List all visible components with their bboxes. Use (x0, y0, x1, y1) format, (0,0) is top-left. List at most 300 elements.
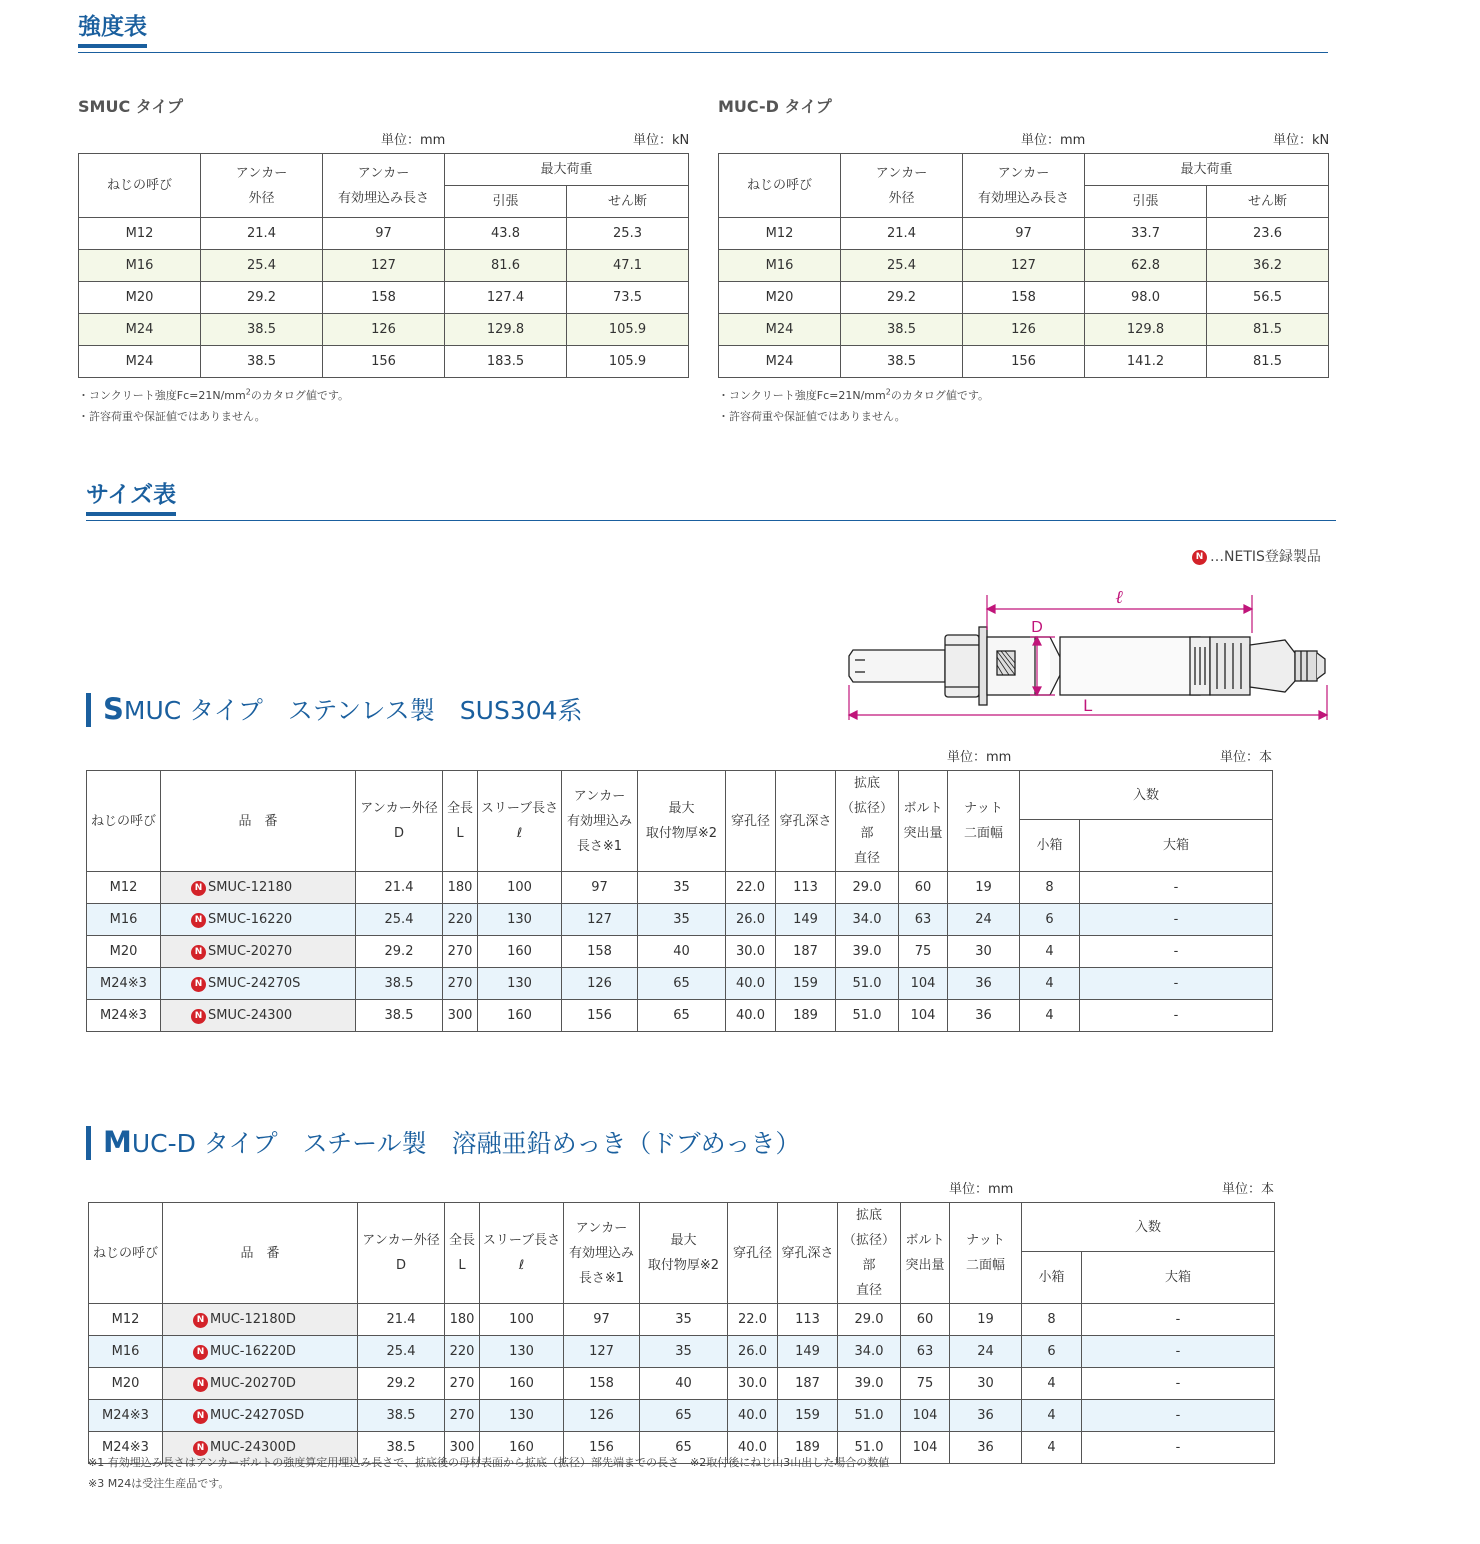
part-number-text: SMUC-16220 (208, 911, 293, 927)
header-expansion-diameter: 拡底 （拡径）部 直径 (836, 771, 899, 872)
table-row (79, 346, 689, 378)
cell-shear: 81.5 (1207, 346, 1329, 378)
cell-shear: 56.5 (1207, 282, 1329, 314)
cell-part-number (163, 1304, 358, 1336)
cell-part-number (161, 872, 356, 904)
cell-expansion-diameter: 51.0 (838, 1400, 901, 1432)
part-number-text: SMUC-12180 (208, 879, 293, 895)
diameter-label: D (1031, 619, 1043, 636)
header-part-number: 品 番 (163, 1203, 358, 1304)
smuc-strength-unit-mm: 単位：mm (381, 133, 446, 148)
cell-hole-depth: 113 (776, 872, 836, 904)
cell-thread: M16 (87, 904, 161, 936)
cell-tension: 33.7 (1085, 218, 1207, 250)
cell-embed-length: 158 (564, 1368, 640, 1400)
header-embed-length: アンカー 有効埋込み長さ (963, 154, 1085, 218)
cell-nut-width: 19 (950, 1304, 1022, 1336)
cell-expansion-diameter: 51.0 (836, 968, 899, 1000)
header-max-load: 最大荷重 (445, 154, 689, 186)
cell-sleeve-length: 130 (480, 1336, 564, 1368)
netis-badge-icon: N (193, 1345, 208, 1360)
header-hole-diameter: 穿孔径 (728, 1203, 778, 1304)
cell-shear: 73.5 (567, 282, 689, 314)
cell-embed-length: 126 (323, 314, 445, 346)
cell-thread: M12 (87, 872, 161, 904)
smuc-size-table (86, 770, 1273, 1032)
header-hole-depth: 穿孔深さ (778, 1203, 838, 1304)
cell-total-length: 300 (443, 1000, 478, 1032)
table-row (87, 968, 1273, 1000)
cell-sleeve-length: 160 (480, 1432, 564, 1464)
header-thread: ねじの呼び (89, 1203, 163, 1304)
cell-sleeve-length: 130 (480, 1400, 564, 1432)
cell-sleeve-length: 100 (478, 872, 562, 904)
cell-embed-length: 127 (963, 250, 1085, 282)
cell-anchor-diameter: 25.4 (356, 904, 443, 936)
cell-hole-diameter: 26.0 (728, 1336, 778, 1368)
header-part-number: 品 番 (161, 771, 356, 872)
cell-expansion-diameter: 29.0 (836, 872, 899, 904)
cell-thread: M20 (79, 282, 201, 314)
cell-embed-length: 156 (562, 1000, 638, 1032)
cell-bolt-protrusion: 60 (899, 872, 948, 904)
cell-small-box: 4 (1022, 1368, 1082, 1400)
smuc-size-title: SMUC タイプ ステンレス製 SUS304系 (86, 693, 583, 727)
cell-expansion-diameter: 51.0 (836, 1000, 899, 1032)
header-tension: 引張 (445, 186, 567, 218)
cell-hole-depth: 149 (778, 1336, 838, 1368)
cell-hole-depth: 149 (776, 904, 836, 936)
cell-thread: M16 (79, 250, 201, 282)
netis-badge-icon: N (193, 1409, 208, 1424)
cell-anchor-diameter: 38.5 (358, 1432, 445, 1464)
header-anchor-diameter: アンカー外径 D (358, 1203, 445, 1304)
cell-expansion-diameter: 39.0 (836, 936, 899, 968)
smuc-size-unit-pcs: 単位：本 (1220, 750, 1273, 765)
cell-embed-length: 126 (564, 1400, 640, 1432)
cell-sleeve-length: 160 (478, 1000, 562, 1032)
cell-large-box: - (1080, 872, 1273, 904)
netis-badge-icon: N (193, 1377, 208, 1392)
cell-nut-width: 30 (948, 936, 1020, 968)
mucd-strength-note-1: ・コンクリート強度$Fc=21N/mm^2$のカタログ値です。 (718, 387, 989, 402)
cell-shear: 23.6 (1207, 218, 1329, 250)
cell-hole-depth: 113 (778, 1304, 838, 1336)
netis-badge-icon: N (191, 945, 206, 960)
cell-sleeve-length: 130 (478, 904, 562, 936)
header-total-length: 全長 L (443, 771, 478, 872)
cell-bolt-protrusion: 104 (901, 1432, 950, 1464)
table-row (89, 1368, 1275, 1400)
table-row (719, 282, 1329, 314)
header-max-load: 最大荷重 (1085, 154, 1329, 186)
cell-hole-diameter: 22.0 (728, 1304, 778, 1336)
cell-large-box: - (1080, 904, 1273, 936)
cell-thread: M24 (719, 314, 841, 346)
cell-nut-width: 30 (950, 1368, 1022, 1400)
header-total-length: 全長 L (445, 1203, 480, 1304)
smuc-strength-note-1: ・コンクリート強度$Fc=21N/mm^2$のカタログ値です。 (78, 387, 349, 402)
cell-small-box: 4 (1020, 936, 1080, 968)
cell-sleeve-length: 100 (480, 1304, 564, 1336)
cell-max-thickness: 35 (640, 1336, 728, 1368)
cell-hole-diameter: 22.0 (726, 872, 776, 904)
cell-embed-length: 97 (963, 218, 1085, 250)
cell-small-box: 6 (1022, 1336, 1082, 1368)
mucd-size-unit-mm: 単位：mm (949, 1182, 1014, 1197)
table-row (79, 314, 689, 346)
size-section-rule (86, 520, 1336, 521)
cell-expansion-diameter: 34.0 (838, 1336, 901, 1368)
cell-total-length: 270 (443, 936, 478, 968)
cell-max-thickness: 35 (640, 1304, 728, 1336)
mucd-strength-title: MUC-D タイプ (718, 97, 832, 116)
cell-embed-length: 156 (323, 346, 445, 378)
cell-anchor-diameter: 25.4 (841, 250, 963, 282)
cell-thread: M24 (719, 346, 841, 378)
cell-hole-diameter: 40.0 (728, 1400, 778, 1432)
netis-badge-icon: N (193, 1441, 208, 1456)
table-row (89, 1304, 1275, 1336)
cell-large-box: - (1082, 1368, 1275, 1400)
header-quantity: 入数 (1020, 771, 1273, 820)
cell-thread: M20 (87, 936, 161, 968)
cell-tension: 129.8 (1085, 314, 1207, 346)
cell-thread: M16 (719, 250, 841, 282)
mucd-size-unit-pcs: 単位：本 (1222, 1182, 1275, 1197)
strength-section-title: 強度表 (78, 14, 147, 48)
header-thread: ねじの呼び (719, 154, 841, 218)
cell-hole-depth: 187 (778, 1368, 838, 1400)
cell-small-box: 4 (1020, 1000, 1080, 1032)
cell-thread: M24※3 (87, 1000, 161, 1032)
header-embed-length: アンカー 有効埋込み 長さ※1 (562, 771, 638, 872)
cell-total-length: 220 (443, 904, 478, 936)
part-number-text: SMUC-24270S (208, 975, 301, 991)
cell-max-thickness: 35 (638, 872, 726, 904)
cell-hole-diameter: 30.0 (726, 936, 776, 968)
cell-expansion-diameter: 34.0 (836, 904, 899, 936)
cell-expansion-diameter: 39.0 (838, 1368, 901, 1400)
cell-part-number (161, 904, 356, 936)
cell-sleeve-length: 160 (480, 1368, 564, 1400)
header-thread: ねじの呼び (87, 771, 161, 872)
cell-large-box: - (1082, 1336, 1275, 1368)
cell-large-box: - (1082, 1432, 1275, 1464)
cell-total-length: 180 (445, 1304, 480, 1336)
cell-small-box: 8 (1022, 1304, 1082, 1336)
cell-large-box: - (1082, 1304, 1275, 1336)
part-number-text: MUC-20270D (210, 1375, 296, 1391)
header-shear: せん断 (567, 186, 689, 218)
cell-anchor-diameter: 38.5 (841, 346, 963, 378)
size-section-title: サイズ表 (86, 482, 176, 516)
size-footnote-1: ※1 有効埋込み長さはアンカーボルトの強度算定用埋込み長さで、拡底後の母材表面から拡底（拡径）部先端までの長さ ※2取付後にねじ山3山出した場合の数値 (88, 1456, 890, 1469)
cell-part-number (163, 1336, 358, 1368)
table-row (719, 346, 1329, 378)
cell-total-length: 270 (445, 1368, 480, 1400)
cell-nut-width: 36 (948, 968, 1020, 1000)
cell-tension: 81.6 (445, 250, 567, 282)
cell-tension: 127.4 (445, 282, 567, 314)
cell-embed-length: 158 (323, 282, 445, 314)
cell-large-box: - (1082, 1400, 1275, 1432)
cell-tension: 141.2 (1085, 346, 1207, 378)
table-row (79, 282, 689, 314)
cell-large-box: - (1080, 968, 1273, 1000)
header-max-thickness: 最大 取付物厚※2 (640, 1203, 728, 1304)
cell-max-thickness: 35 (638, 904, 726, 936)
table-row (79, 250, 689, 282)
header-embed-length: アンカー 有効埋込み長さ (323, 154, 445, 218)
cell-hole-diameter: 40.0 (726, 1000, 776, 1032)
header-bolt-protrusion: ボルト 突出量 (901, 1203, 950, 1304)
cell-expansion-diameter: 29.0 (838, 1304, 901, 1336)
header-hole-diameter: 穿孔径 (726, 771, 776, 872)
cell-nut-width: 36 (948, 1000, 1020, 1032)
cell-anchor-diameter: 29.2 (841, 282, 963, 314)
netis-badge-icon: N (191, 913, 206, 928)
netis-badge-icon: N (1192, 550, 1207, 565)
cell-tension: 129.8 (445, 314, 567, 346)
cell-thread: M12 (719, 218, 841, 250)
cell-part-number (163, 1400, 358, 1432)
cell-hole-depth: 159 (776, 968, 836, 1000)
cell-max-thickness: 65 (638, 1000, 726, 1032)
table-row (87, 904, 1273, 936)
header-embed-length: アンカー 有効埋込み 長さ※1 (564, 1203, 640, 1304)
header-anchor-diameter: アンカー外径 D (356, 771, 443, 872)
cell-anchor-diameter: 21.4 (358, 1304, 445, 1336)
cell-max-thickness: 65 (640, 1400, 728, 1432)
header-anchor-diameter: アンカー 外径 (841, 154, 963, 218)
cell-max-thickness: 40 (640, 1368, 728, 1400)
cell-anchor-diameter: 25.4 (358, 1336, 445, 1368)
cell-small-box: 6 (1020, 904, 1080, 936)
cell-part-number (161, 968, 356, 1000)
netis-badge-icon: N (193, 1313, 208, 1328)
cell-bolt-protrusion: 75 (901, 1368, 950, 1400)
header-shear: せん断 (1207, 186, 1329, 218)
part-number-text: MUC-16220D (210, 1343, 296, 1359)
cell-large-box: - (1080, 1000, 1273, 1032)
header-tension: 引張 (1085, 186, 1207, 218)
cell-expansion-diameter: 51.0 (838, 1432, 901, 1464)
cell-hole-depth: 189 (778, 1432, 838, 1464)
header-nut-width: ナット 二面幅 (948, 771, 1020, 872)
cell-bolt-protrusion: 75 (899, 936, 948, 968)
header-max-thickness: 最大 取付物厚※2 (638, 771, 726, 872)
table-row (719, 218, 1329, 250)
part-number-text: MUC-24300D (210, 1439, 296, 1455)
header-quantity: 入数 (1022, 1203, 1275, 1252)
header-large-box: 大箱 (1082, 1252, 1275, 1304)
header-bolt-protrusion: ボルト 突出量 (899, 771, 948, 872)
cell-anchor-diameter: 38.5 (201, 314, 323, 346)
cell-bolt-protrusion: 63 (901, 1336, 950, 1368)
size-footnote-2: ※3 M24は受注生産品です。 (88, 1477, 230, 1490)
cell-bolt-protrusion: 104 (899, 1000, 948, 1032)
cell-shear: 81.5 (1207, 314, 1329, 346)
cell-part-number (161, 936, 356, 968)
cell-hole-diameter: 40.0 (728, 1432, 778, 1464)
cell-sleeve-length: 160 (478, 936, 562, 968)
cell-hole-diameter: 30.0 (728, 1368, 778, 1400)
cell-hole-depth: 187 (776, 936, 836, 968)
cell-nut-width: 36 (950, 1432, 1022, 1464)
cell-embed-length: 158 (562, 936, 638, 968)
cell-anchor-diameter: 29.2 (358, 1368, 445, 1400)
cell-thread: M20 (89, 1368, 163, 1400)
cell-thread: M24 (79, 346, 201, 378)
cell-part-number (163, 1368, 358, 1400)
header-hole-depth: 穿孔深さ (776, 771, 836, 872)
cell-nut-width: 24 (948, 904, 1020, 936)
cell-thread: M20 (719, 282, 841, 314)
header-thread: ねじの呼び (79, 154, 201, 218)
total-length-label: L (1083, 696, 1093, 715)
cell-anchor-diameter: 21.4 (201, 218, 323, 250)
table-row (719, 314, 1329, 346)
header-small-box: 小箱 (1020, 820, 1080, 872)
cell-anchor-diameter: 25.4 (201, 250, 323, 282)
table-row (87, 872, 1273, 904)
cell-small-box: 8 (1020, 872, 1080, 904)
cell-nut-width: 19 (948, 872, 1020, 904)
cell-max-thickness: 65 (638, 968, 726, 1000)
table-row (719, 250, 1329, 282)
anchor-bolt-diagram (845, 585, 1335, 725)
cell-anchor-diameter: 21.4 (841, 218, 963, 250)
cell-total-length: 270 (443, 968, 478, 1000)
sleeve-length-label: ℓ (1115, 587, 1123, 608)
cell-embed-length: 156 (963, 346, 1085, 378)
cell-shear: 25.3 (567, 218, 689, 250)
cell-embed-length: 97 (564, 1304, 640, 1336)
cell-tension: 183.5 (445, 346, 567, 378)
header-expansion-diameter: 拡底 （拡径）部 直径 (838, 1203, 901, 1304)
cell-hole-depth: 189 (776, 1000, 836, 1032)
cell-embed-length: 126 (963, 314, 1085, 346)
cell-shear: 105.9 (567, 314, 689, 346)
cell-max-thickness: 65 (640, 1432, 728, 1464)
cell-anchor-diameter: 38.5 (358, 1400, 445, 1432)
cell-small-box: 4 (1022, 1400, 1082, 1432)
mucd-size-table (88, 1202, 1275, 1464)
cell-thread: M24※3 (87, 968, 161, 1000)
cell-bolt-protrusion: 60 (901, 1304, 950, 1336)
cell-nut-width: 24 (950, 1336, 1022, 1368)
table-row (87, 936, 1273, 968)
mucd-strength-unit-mm: 単位：mm (1021, 133, 1086, 148)
cell-embed-length: 156 (564, 1432, 640, 1464)
cell-tension: 98.0 (1085, 282, 1207, 314)
mucd-strength-note-2: ・許容荷重や保証値ではありません。 (718, 410, 906, 423)
cell-shear: 47.1 (567, 250, 689, 282)
cell-bolt-protrusion: 104 (901, 1400, 950, 1432)
cell-thread: M24※3 (89, 1432, 163, 1464)
cell-large-box: - (1080, 936, 1273, 968)
header-sleeve-length: スリーブ長さ ℓ (478, 771, 562, 872)
netis-badge-icon: N (191, 977, 206, 992)
cell-anchor-diameter: 38.5 (841, 314, 963, 346)
table-row (89, 1400, 1275, 1432)
netis-legend: N …NETIS登録製品 (1192, 546, 1321, 566)
table-row (87, 1000, 1273, 1032)
cell-total-length: 270 (445, 1400, 480, 1432)
netis-badge-icon: N (191, 881, 206, 896)
cell-bolt-protrusion: 63 (899, 904, 948, 936)
cell-thread: M24※3 (89, 1400, 163, 1432)
cell-embed-length: 127 (323, 250, 445, 282)
cell-sleeve-length: 130 (478, 968, 562, 1000)
cell-anchor-diameter: 21.4 (356, 872, 443, 904)
cell-total-length: 180 (443, 872, 478, 904)
cell-shear: 36.2 (1207, 250, 1329, 282)
part-number-text: SMUC-20270 (208, 943, 293, 959)
cell-anchor-diameter: 38.5 (201, 346, 323, 378)
cell-hole-diameter: 26.0 (726, 904, 776, 936)
cell-embed-length: 127 (562, 904, 638, 936)
part-number-text: SMUC-24300 (208, 1007, 293, 1023)
header-nut-width: ナット 二面幅 (950, 1203, 1022, 1304)
cell-total-length: 300 (445, 1432, 480, 1464)
cell-hole-diameter: 40.0 (726, 968, 776, 1000)
cell-thread: M16 (89, 1336, 163, 1368)
table-row (79, 218, 689, 250)
cell-anchor-diameter: 29.2 (201, 282, 323, 314)
mucd-strength-unit-kn: 単位：kN (1273, 133, 1330, 148)
smuc-size-unit-mm: 単位：mm (947, 750, 1012, 765)
cell-thread: M12 (89, 1304, 163, 1336)
cell-embed-length: 97 (562, 872, 638, 904)
smuc-strength-table (78, 153, 689, 378)
cell-part-number (161, 1000, 356, 1032)
header-small-box: 小箱 (1022, 1252, 1082, 1304)
strength-section-rule (78, 52, 1328, 53)
cell-nut-width: 36 (950, 1400, 1022, 1432)
smuc-strength-title: SMUC タイプ (78, 97, 183, 116)
cell-embed-length: 127 (564, 1336, 640, 1368)
mucd-strength-table (718, 153, 1329, 378)
cell-anchor-diameter: 38.5 (356, 1000, 443, 1032)
smuc-strength-note-2: ・許容荷重や保証値ではありません。 (78, 410, 266, 423)
part-number-text: MUC-12180D (210, 1311, 296, 1327)
cell-anchor-diameter: 38.5 (356, 968, 443, 1000)
cell-thread: M12 (79, 218, 201, 250)
cell-embed-length: 158 (963, 282, 1085, 314)
cell-anchor-diameter: 29.2 (356, 936, 443, 968)
table-row (89, 1336, 1275, 1368)
cell-total-length: 220 (445, 1336, 480, 1368)
header-sleeve-length: スリーブ長さ ℓ (480, 1203, 564, 1304)
cell-shear: 105.9 (567, 346, 689, 378)
cell-small-box: 4 (1022, 1432, 1082, 1464)
header-anchor-diameter: アンカー 外径 (201, 154, 323, 218)
header-large-box: 大箱 (1080, 820, 1273, 872)
cell-max-thickness: 40 (638, 936, 726, 968)
cell-embed-length: 97 (323, 218, 445, 250)
netis-badge-icon: N (191, 1009, 206, 1024)
cell-thread: M24 (79, 314, 201, 346)
cell-bolt-protrusion: 104 (899, 968, 948, 1000)
cell-embed-length: 126 (562, 968, 638, 1000)
cell-tension: 62.8 (1085, 250, 1207, 282)
cell-small-box: 4 (1020, 968, 1080, 1000)
smuc-strength-unit-kn: 単位：kN (633, 133, 690, 148)
cell-hole-depth: 159 (778, 1400, 838, 1432)
mucd-size-title: MUC-D タイプ スチール製 溶融亜鉛めっき（ドブめっき） (86, 1126, 800, 1160)
